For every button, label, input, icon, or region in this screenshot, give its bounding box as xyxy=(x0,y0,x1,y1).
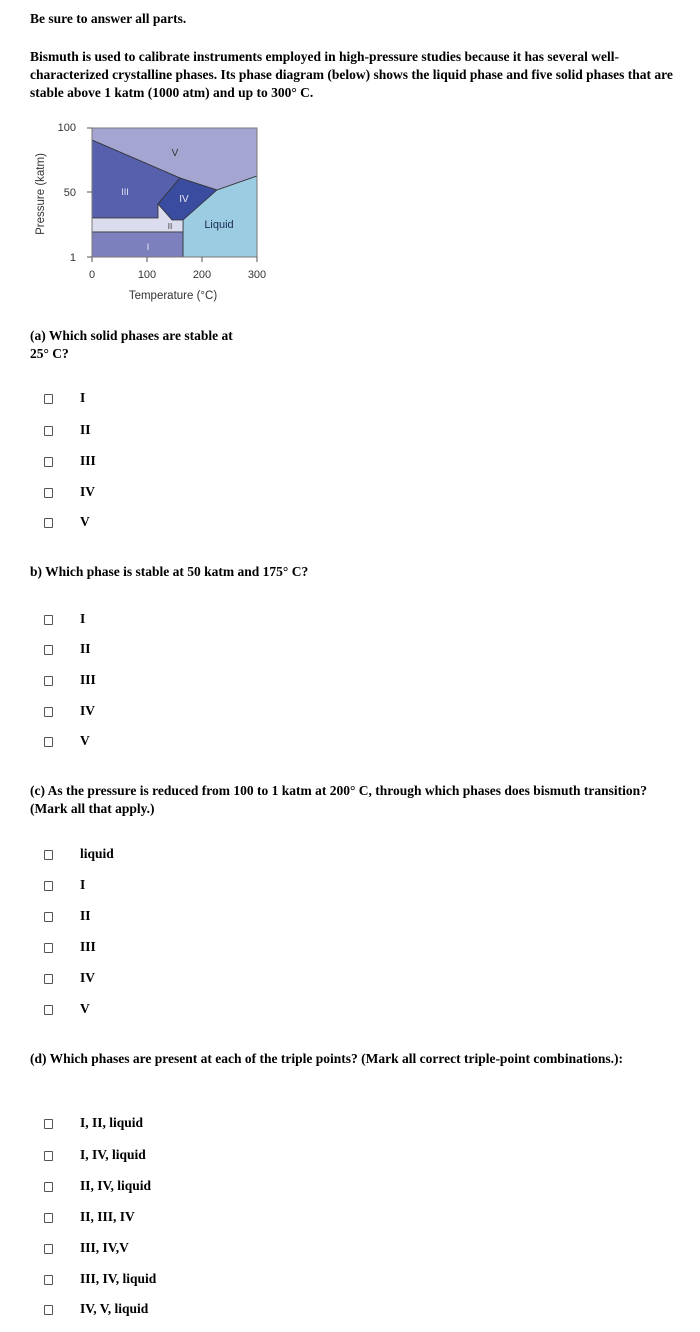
checkbox-a-4[interactable] xyxy=(44,488,53,498)
label-iii: III xyxy=(121,187,129,197)
option-label: II xyxy=(80,641,91,656)
option-label: II xyxy=(80,422,91,437)
checkbox-d-5[interactable] xyxy=(44,1244,53,1254)
y-axis-label: Pressure (katm) xyxy=(35,153,47,235)
ytick-50: 50 xyxy=(63,187,76,199)
checkbox-c-1[interactable] xyxy=(44,850,53,860)
xtick-0: 0 xyxy=(88,269,96,281)
checkbox-d-2[interactable] xyxy=(44,1151,53,1161)
option-label: III, IV,V xyxy=(80,1240,129,1255)
label-ii: II xyxy=(167,222,173,231)
checkbox-c-6[interactable] xyxy=(44,1005,53,1015)
option-label: I xyxy=(80,877,86,892)
option-label: III xyxy=(80,453,96,468)
checkbox-b-1[interactable] xyxy=(44,615,53,625)
option-label: V xyxy=(80,514,90,529)
label-liquid: Liquid xyxy=(204,219,234,231)
checkbox-a-5[interactable] xyxy=(44,518,53,528)
xtick-200: 200 xyxy=(192,269,212,281)
intro-paragraph: Bismuth is used to calibrate instruments employed in high-pressure studies because it has several well-characterized crystalline phases. Its phase diagram (below) shows the liquid phase and five solid phases that are stable above 1 katm (1000 atm) and up to 300° C. xyxy=(30,49,673,100)
ytick-100: 100 xyxy=(57,122,76,134)
checkbox-a-3[interactable] xyxy=(44,457,53,467)
question-b-text: b) Which phase is stable at 50 katm and 175° C? xyxy=(30,564,309,579)
question-c-text: (c) As the pressure is reduced from 100 to 1 katm at 200° C, through which phases does bismuth transition? (Mark all that apply.) xyxy=(30,783,647,816)
option-label: II xyxy=(80,908,91,923)
option-label: IV, V, liquid xyxy=(80,1301,149,1316)
question-a-text: (a) Which solid phases are stable at 25° C? xyxy=(30,328,233,361)
label-iv: IV xyxy=(179,194,189,205)
option-label: liquid xyxy=(80,846,114,861)
xtick-300: 300 xyxy=(247,269,267,281)
option-label: I, IV, liquid xyxy=(80,1147,146,1162)
region-i xyxy=(92,232,183,257)
checkbox-a-1[interactable] xyxy=(44,394,53,404)
checkbox-d-7[interactable] xyxy=(44,1305,53,1315)
checkbox-c-5[interactable] xyxy=(44,974,53,984)
checkbox-d-3[interactable] xyxy=(44,1182,53,1192)
checkbox-d-1[interactable] xyxy=(44,1119,53,1129)
option-label: III xyxy=(80,939,96,954)
checkbox-a-2[interactable] xyxy=(44,426,53,436)
x-axis-label: Temperature (°C) xyxy=(128,290,218,302)
xtick-100: 100 xyxy=(137,269,157,281)
option-label: IV xyxy=(80,970,96,985)
question-d-text: (d) Which phases are present at each of the triple points? (Mark all correct triple-point combinations.): xyxy=(30,1051,623,1066)
label-i: I xyxy=(146,242,150,252)
checkbox-b-5[interactable] xyxy=(44,737,53,747)
option-label: I xyxy=(80,611,86,626)
checkbox-b-2[interactable] xyxy=(44,645,53,655)
checkbox-b-3[interactable] xyxy=(44,676,53,686)
option-label: V xyxy=(80,733,90,748)
checkbox-d-6[interactable] xyxy=(44,1275,53,1285)
checkbox-c-4[interactable] xyxy=(44,943,53,953)
option-label: II, III, IV xyxy=(80,1209,135,1224)
option-label: III xyxy=(80,672,96,687)
ytick-1: 1 xyxy=(69,252,76,264)
checkbox-c-3[interactable] xyxy=(44,912,53,922)
checkbox-d-4[interactable] xyxy=(44,1213,53,1223)
instructions: Be sure to answer all parts. xyxy=(30,11,187,26)
option-label: I xyxy=(80,390,86,405)
checkbox-c-2[interactable] xyxy=(44,881,53,891)
phase-diagram xyxy=(30,118,280,308)
option-label: I, II, liquid xyxy=(80,1115,144,1130)
checkbox-b-4[interactable] xyxy=(44,707,53,717)
option-label: IV xyxy=(80,703,96,718)
option-label: IV xyxy=(80,484,96,499)
option-label: III, IV, liquid xyxy=(80,1271,157,1286)
option-label: V xyxy=(80,1001,90,1016)
label-v: V xyxy=(171,148,179,159)
option-label: II, IV, liquid xyxy=(80,1178,152,1193)
